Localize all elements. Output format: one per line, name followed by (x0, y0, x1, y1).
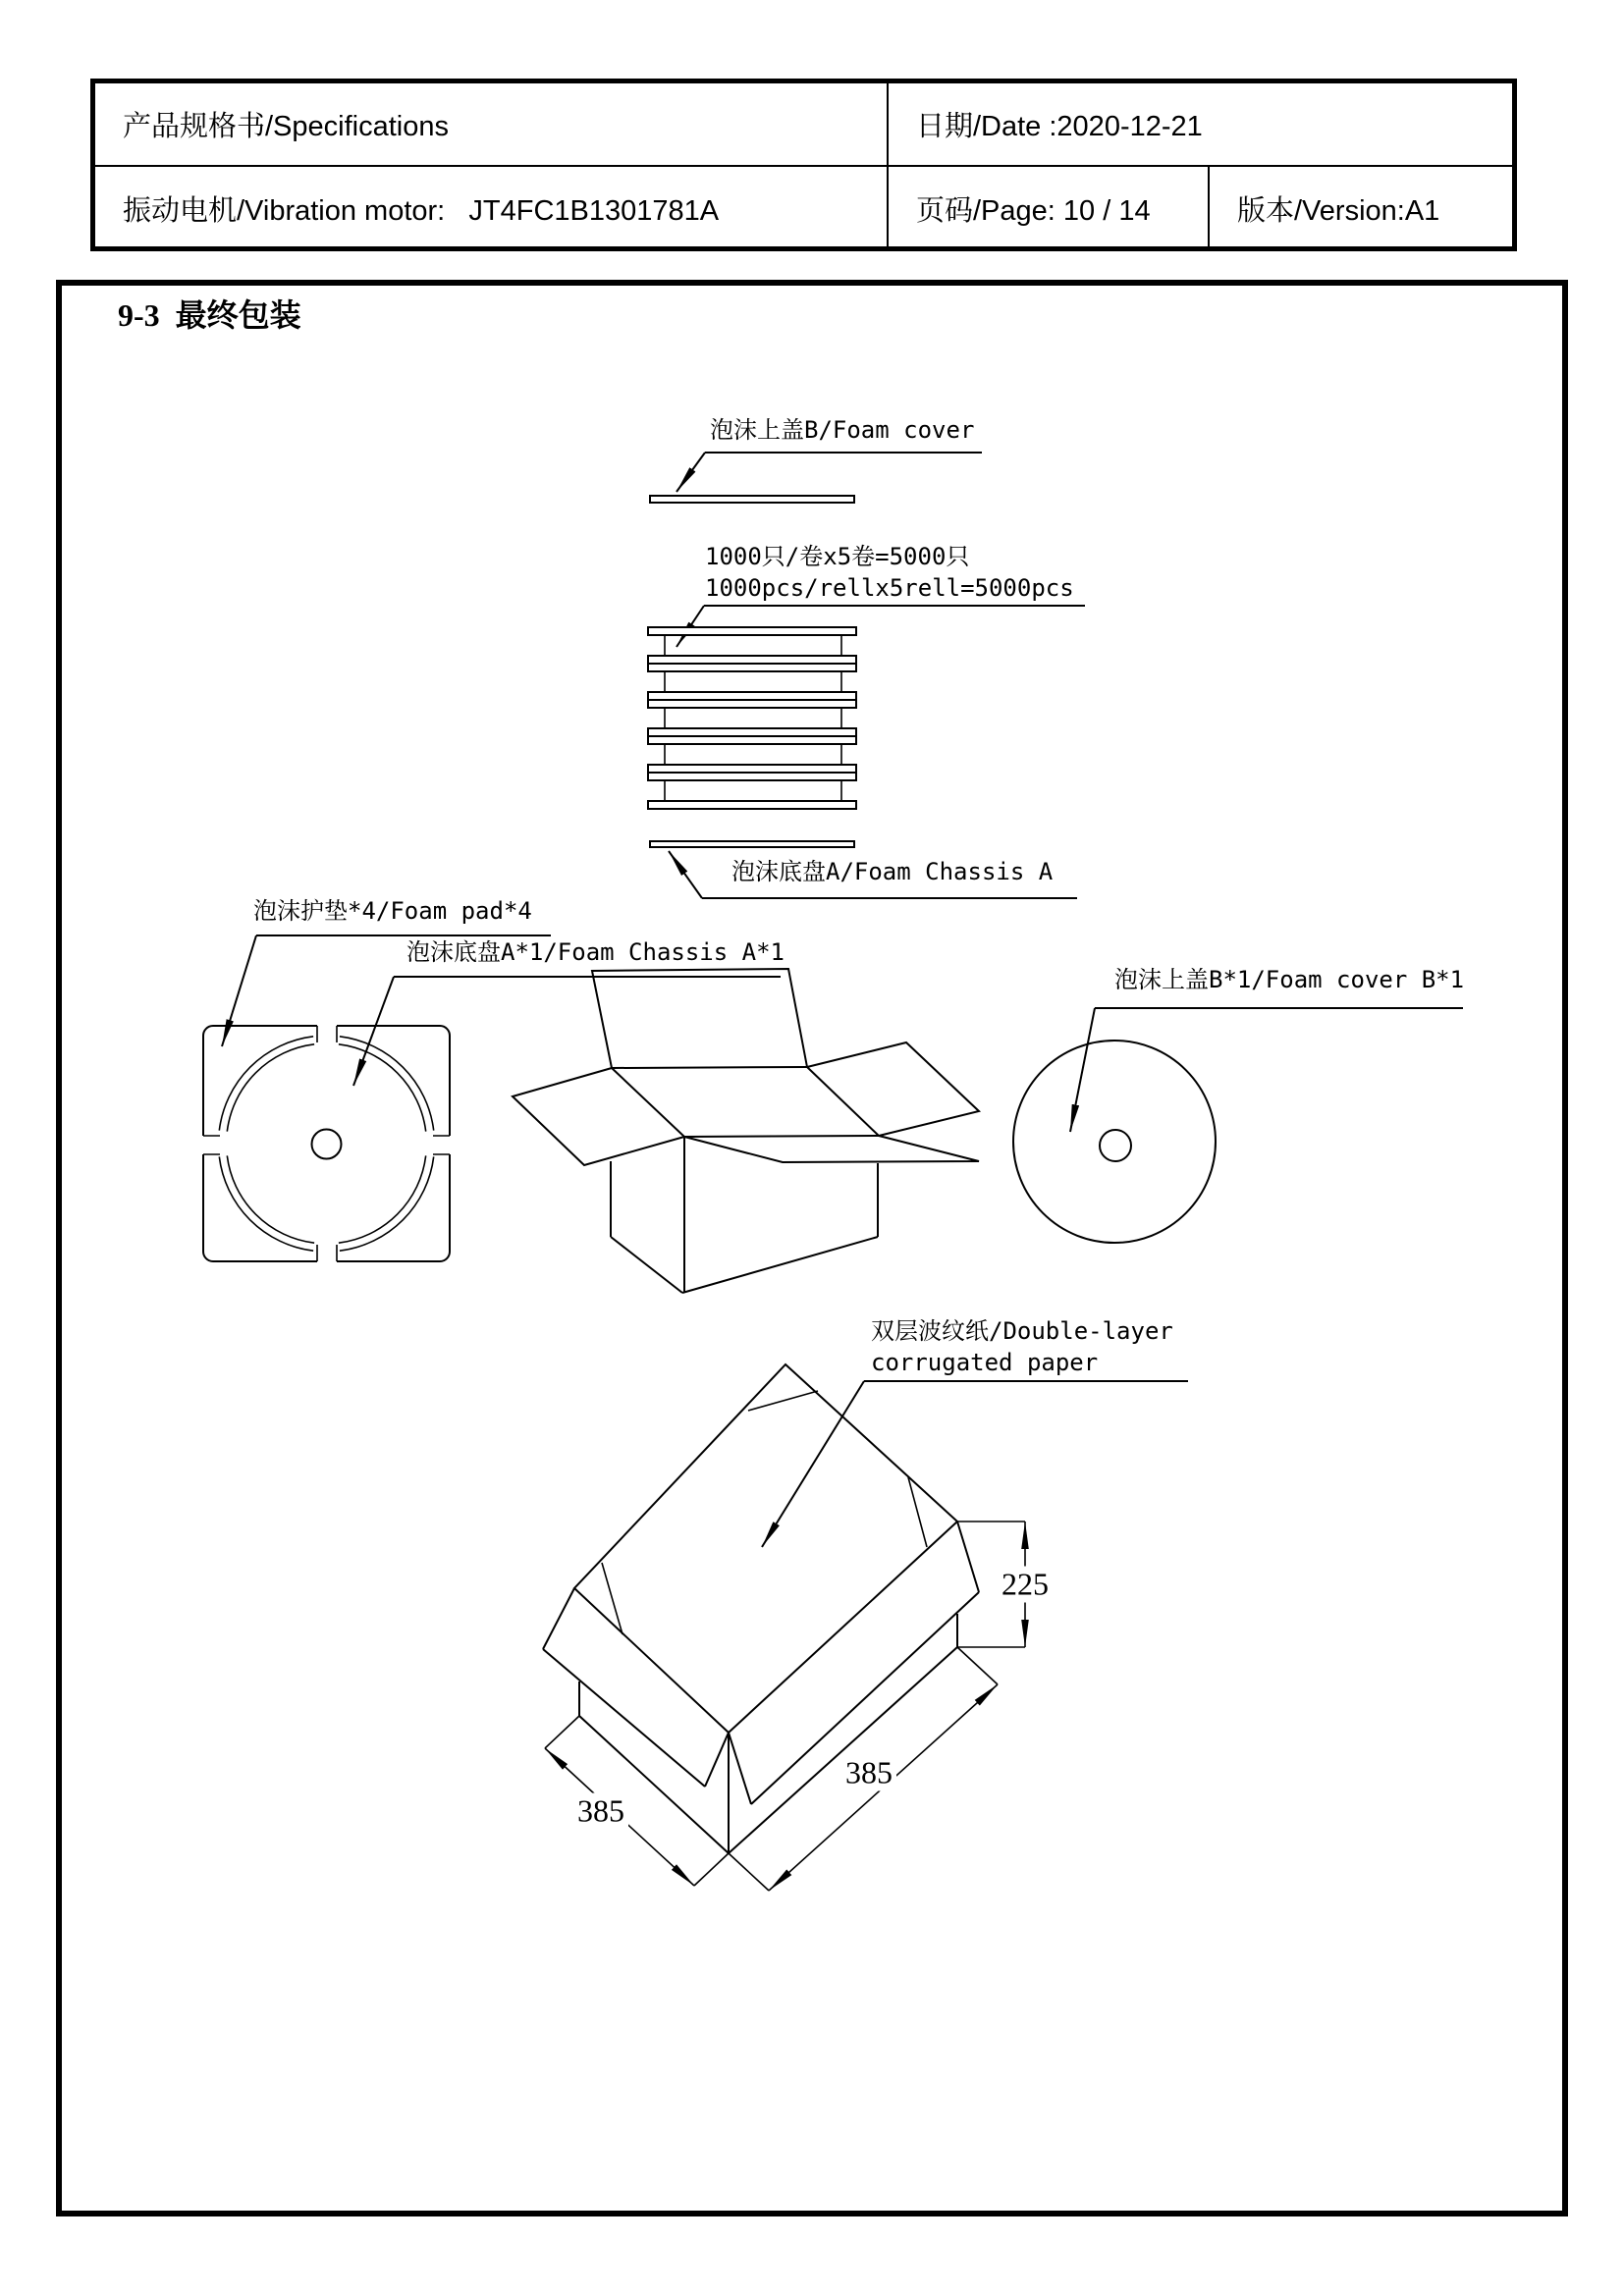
label-foam-pad: 泡沫护垫*4/Foam pad*4 (253, 897, 532, 925)
foam-chassis-a1-leader (353, 977, 781, 1086)
foam-cover-b1-leader (1070, 1008, 1463, 1132)
label-foam-chassis: 泡沫底盘A/Foam Chassis A (731, 858, 1054, 885)
reel-stack (648, 627, 856, 809)
label-foam-chassis-a1: 泡沫底盘A*1/Foam Chassis A*1 (406, 938, 785, 966)
label-foam-cover: 泡沫上盖B/Foam cover (710, 416, 975, 444)
dim-value-225: 225 (998, 1567, 1053, 1603)
label-qty-line1: 1000只/卷x5卷=5000只 (705, 543, 970, 570)
doc-title: 产品规格书/Specifications (123, 111, 449, 142)
product-model: 振动电机/Vibration motor: JT4FC1B1301781A (123, 194, 720, 227)
closed-carton-box (543, 1364, 979, 1853)
foam-cover-bar (650, 453, 982, 503)
label-foam-cover-b1: 泡沫上盖B*1/Foam cover B*1 (1114, 966, 1465, 993)
foam-cover-top-view (1013, 1041, 1216, 1243)
doc-date: 日期/Date :2020-12-21 (916, 111, 1203, 142)
dim-value-385-left: 385 (573, 1793, 628, 1830)
label-corrugated-2: corrugated paper (871, 1349, 1099, 1376)
doc-version: 版本/Version:A1 (1237, 194, 1440, 227)
label-corrugated-1: 双层波纹纸/Double-layer (871, 1317, 1173, 1345)
dim-value-385-right: 385 (841, 1755, 896, 1791)
label-qty-line2: 1000pcs/rellx5rell=5000pcs (705, 574, 1074, 602)
open-carton-box (513, 969, 979, 1293)
page-number: 页码/Page: 10 / 14 (916, 194, 1151, 227)
foam-chassis-top-view (203, 1026, 450, 1261)
section-title: 9-3 最终包装 (118, 297, 301, 333)
